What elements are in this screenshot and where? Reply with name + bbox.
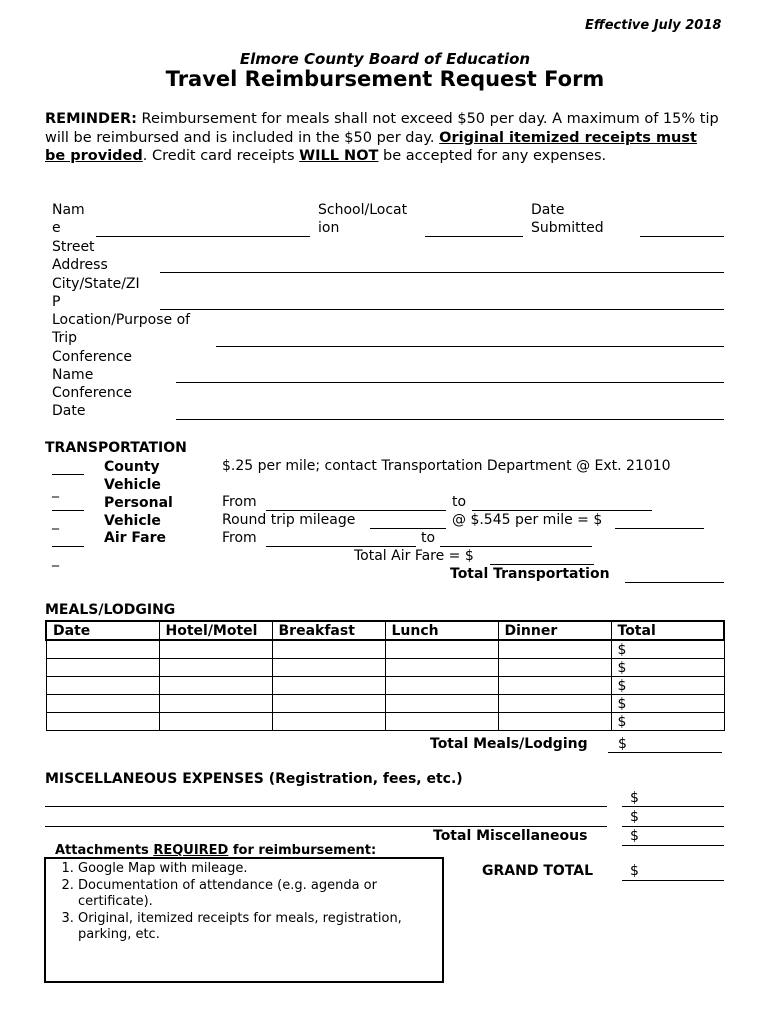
attachments-heading-pre: Attachments	[55, 843, 154, 858]
air-from-field[interactable]	[266, 546, 416, 547]
table-row	[46, 677, 724, 695]
personal-vehicle-label: Personal Vehicle	[104, 495, 173, 529]
table-row	[46, 695, 724, 713]
reminder-text-1: Reimbursement for meals shall not exceed $50 per day. A maximum of 15% tip will be reimbursed and is included in the $50 per day.	[45, 111, 719, 146]
table-cell[interactable]	[159, 713, 272, 731]
personal-to-field[interactable]	[472, 510, 652, 511]
check-marker: _	[52, 551, 59, 567]
table-cell[interactable]	[159, 659, 272, 677]
table-cell[interactable]	[46, 695, 159, 713]
table-cell[interactable]	[272, 695, 385, 713]
table-row	[46, 713, 724, 731]
round-trip-label: Round trip mileage	[222, 512, 356, 528]
conference-date-label: Conference Date	[52, 385, 133, 419]
list-item: 2. Documentation of attendance (e.g. agenda or certificate).	[78, 878, 423, 911]
transportation-heading: TRANSPORTATION	[45, 440, 187, 456]
table-cell[interactable]	[272, 659, 385, 677]
table-cell[interactable]	[159, 640, 272, 659]
air-from-label: From	[222, 530, 257, 546]
meals-table	[45, 620, 725, 731]
conference-name-label: Conference Name	[52, 349, 133, 383]
air-to-field[interactable]	[440, 546, 592, 547]
table-cell[interactable]	[46, 677, 159, 695]
misc-amount-1[interactable]	[622, 806, 724, 807]
misc-value-2: $	[630, 809, 639, 825]
total-meals-label: Total Meals/Lodging	[430, 736, 588, 752]
personal-from-label: From	[222, 494, 257, 510]
table-cell[interactable]	[272, 640, 385, 659]
table-cell[interactable]	[272, 713, 385, 731]
check-marker: _	[52, 482, 59, 498]
table-cell[interactable]: $	[611, 695, 724, 713]
page-title: Travel Reimbursement Request Form	[165, 67, 605, 91]
reminder-text-3: be accepted for any expenses.	[378, 148, 607, 164]
name-field[interactable]	[96, 236, 310, 237]
attachments-box	[44, 857, 444, 983]
meals-header-row	[46, 621, 724, 640]
list-item: 3. Original, itemized receipts for meals, registration, parking, etc.	[78, 911, 423, 944]
table-cell[interactable]	[498, 713, 611, 731]
total-misc-value: $	[630, 828, 639, 844]
total-meals-field[interactable]	[608, 752, 722, 753]
table-cell[interactable]	[385, 713, 498, 731]
personal-to-label: to	[452, 494, 467, 510]
table-cell[interactable]	[498, 695, 611, 713]
attachments-list	[46, 861, 423, 944]
reminder-text-2: . Credit card receipts	[142, 148, 300, 164]
school-label: School/Locat ion	[318, 202, 408, 236]
misc-amount-2[interactable]	[622, 826, 724, 827]
table-cell[interactable]	[159, 695, 272, 713]
organization-name: Elmore County Board of Education	[239, 50, 531, 68]
attachments-heading-post: for reimbursement:	[228, 843, 377, 858]
total-transportation-field[interactable]	[625, 582, 724, 583]
grand-total-label: GRAND TOTAL	[482, 863, 593, 879]
meals-heading: MEALS/LODGING	[45, 602, 176, 618]
grand-total-value: $	[630, 863, 639, 879]
misc-line-2[interactable]	[45, 826, 607, 827]
table-cell[interactable]	[272, 677, 385, 695]
receipts-required-notice: Original itemized receipts must be provided	[45, 129, 697, 164]
total-air-fare-label: Total Air Fare = $	[354, 548, 474, 564]
personal-vehicle-check[interactable]	[52, 510, 84, 511]
round-trip-field[interactable]	[370, 528, 446, 529]
street-field[interactable]	[160, 272, 724, 273]
total-misc-field[interactable]	[622, 845, 724, 846]
name-label: Nam e	[52, 202, 85, 236]
city-label: City/State/ZI P	[52, 276, 140, 310]
personal-from-field[interactable]	[266, 510, 446, 511]
column-header: Lunch	[385, 621, 498, 640]
total-air-fare-field[interactable]	[490, 564, 594, 565]
column-header: Total	[611, 621, 724, 640]
table-cell[interactable]	[159, 677, 272, 695]
total-meals-value: $	[618, 736, 627, 752]
air-fare-check[interactable]	[52, 546, 84, 547]
misc-value-1: $	[630, 790, 639, 806]
city-field[interactable]	[160, 309, 724, 310]
table-cell[interactable]	[46, 659, 159, 677]
table-cell[interactable]: $	[611, 677, 724, 695]
date-submitted-field[interactable]	[640, 236, 724, 237]
school-field[interactable]	[425, 236, 523, 237]
table-cell[interactable]	[385, 695, 498, 713]
county-vehicle-description: $.25 per mile; contact Transportation Department @ Ext. 21010	[222, 458, 671, 474]
table-cell[interactable]	[46, 713, 159, 731]
column-header: Hotel/Motel	[159, 621, 272, 640]
purpose-label: Location/Purpose of Trip	[52, 312, 191, 346]
reminder-paragraph	[45, 110, 720, 166]
table-cell[interactable]: $	[611, 713, 724, 731]
table-cell[interactable]	[385, 677, 498, 695]
mileage-amount-field[interactable]	[615, 528, 704, 529]
total-misc-label: Total Miscellaneous	[433, 828, 588, 844]
list-item: 1. Google Map with mileage.	[78, 861, 423, 878]
street-label: Street Address	[52, 239, 108, 273]
column-header: Date	[46, 621, 159, 640]
check-marker: _	[52, 514, 59, 530]
table-cell[interactable]	[385, 659, 498, 677]
reminder-label: REMINDER:	[45, 111, 137, 127]
date-submitted-label: Date Submitted	[531, 202, 604, 236]
air-to-label: to	[421, 530, 436, 546]
table-cell[interactable]	[498, 659, 611, 677]
table-row	[46, 659, 724, 677]
table-row	[46, 640, 724, 659]
county-vehicle-check[interactable]	[52, 474, 84, 475]
table-cell[interactable]	[385, 640, 498, 659]
column-header: Dinner	[498, 621, 611, 640]
grand-total-field[interactable]	[622, 880, 724, 881]
effective-date: Effective July 2018	[585, 18, 722, 33]
county-vehicle-label: County Vehicle	[104, 459, 161, 493]
attachments-required: REQUIRED	[153, 843, 229, 858]
table-cell[interactable]: $	[611, 640, 724, 659]
mileage-rate-label: @ $.545 per mile = $	[452, 512, 603, 528]
will-not-notice: WILL NOT	[299, 148, 379, 164]
total-transportation-label: Total Transportation	[450, 566, 610, 582]
purpose-field[interactable]	[216, 346, 724, 347]
table-cell[interactable]: $	[611, 659, 724, 677]
table-cell[interactable]	[498, 677, 611, 695]
misc-heading: MISCELLANEOUS EXPENSES (Registration, fees, etc.)	[45, 771, 463, 787]
column-header: Breakfast	[272, 621, 385, 640]
table-cell[interactable]	[498, 640, 611, 659]
misc-line-1[interactable]	[45, 806, 607, 807]
conference-name-field[interactable]	[176, 382, 724, 383]
table-cell[interactable]	[46, 640, 159, 659]
air-fare-label: Air Fare	[104, 530, 167, 546]
attachments-heading	[55, 843, 376, 858]
conference-date-field[interactable]	[176, 419, 724, 420]
